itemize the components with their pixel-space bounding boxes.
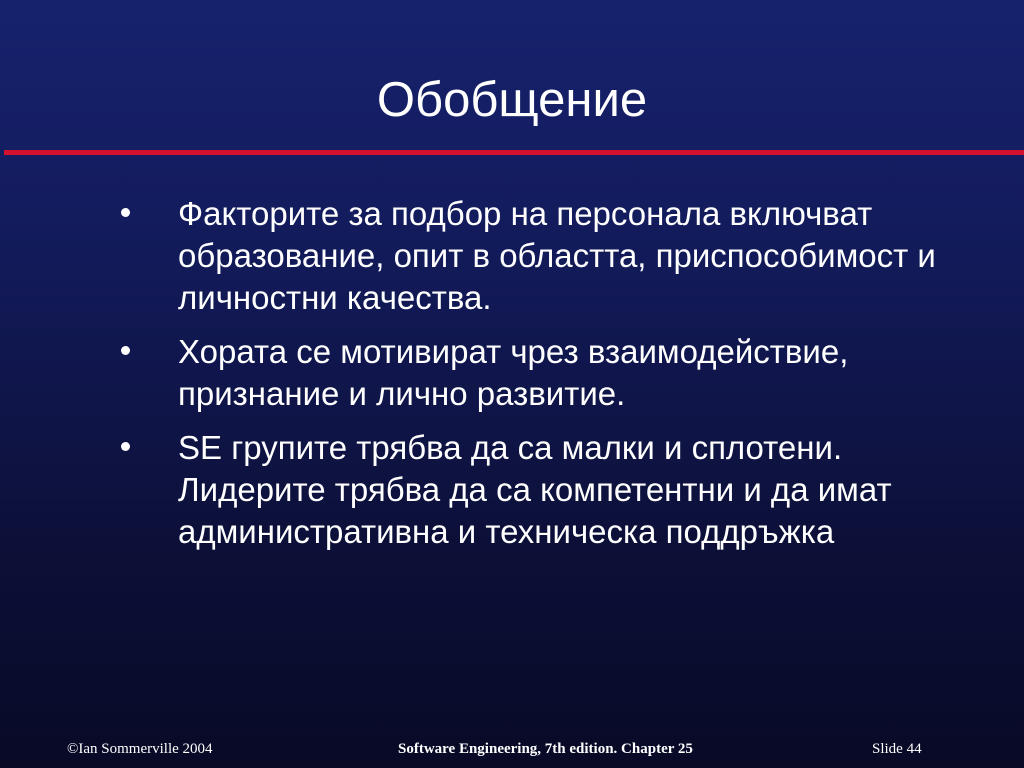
bullet-icon	[121, 442, 130, 451]
bullet-text: SE групите трябва да са малки и сплотени. Лидерите трябва да са компетентни и да имат административна и техническа поддръжка	[178, 429, 892, 550]
bullet-icon	[121, 208, 130, 217]
bullet-text: Факторите за подбор на персонала включват образование, опит в областта, приспособимост и личностни качества.	[178, 195, 936, 316]
title-divider	[4, 150, 1024, 155]
bullet-item	[118, 193, 998, 319]
bullet-item	[118, 331, 998, 415]
bullet-icon	[121, 346, 130, 355]
footer-book-title: Software Engineering, 7th edition. Chapter 25	[398, 741, 693, 757]
footer-slide-number: Slide 44	[872, 741, 922, 757]
slide-title: Обобщение	[376, 73, 648, 127]
slide-footer	[0, 738, 1024, 760]
bullet-text: Хората се мотивират чрез взаимодействие, признание и лично развитие.	[178, 333, 849, 412]
footer-copyright: ©Ian Sommerville 2004	[67, 741, 213, 757]
bullet-item	[118, 427, 998, 553]
bullet-list	[118, 193, 998, 565]
